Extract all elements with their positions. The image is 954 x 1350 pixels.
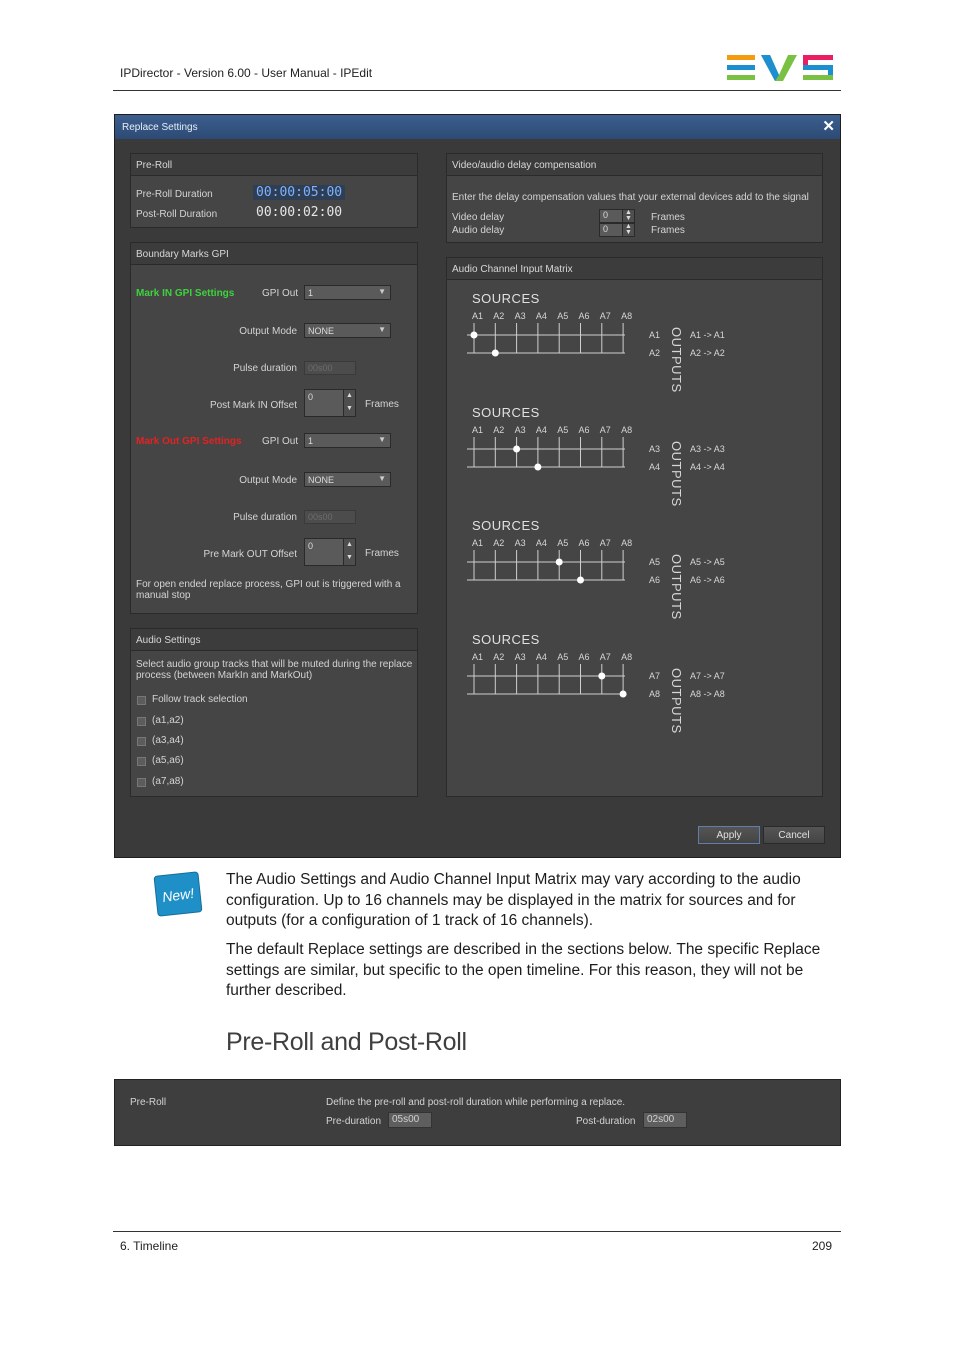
pre-mark-out-frames: Frames xyxy=(365,548,399,559)
source-channel-label: A1 xyxy=(472,425,484,435)
replace-settings-dialog xyxy=(114,114,841,858)
matrix-routing-dot xyxy=(556,559,563,566)
source-channel-label: A2 xyxy=(493,652,505,662)
post-mark-in-frames: Frames xyxy=(365,399,399,410)
preroll-group xyxy=(130,153,418,228)
pre-mark-out-spinner[interactable] xyxy=(304,538,356,566)
postroll-duration-label: Post-Roll Duration xyxy=(136,209,218,220)
mark-out-gpi-title: Mark Out GPI Settings xyxy=(136,436,242,447)
chevron-down-icon[interactable]: ▼ xyxy=(625,215,632,222)
outputs-label: OUTPUTS xyxy=(669,554,684,620)
evs-logo xyxy=(725,53,835,83)
a5a6-checkbox[interactable] xyxy=(137,757,146,766)
chevron-down-icon[interactable]: ▼ xyxy=(346,405,353,412)
source-channel-label: A5 xyxy=(557,538,569,548)
a1a2-label: (a1,a2) xyxy=(152,715,184,726)
output-mode-in-value: NONE xyxy=(308,326,335,336)
video-delay-label: Video delay xyxy=(452,212,505,223)
audio-delay-spinner[interactable] xyxy=(599,223,635,237)
boundary-gpi-group xyxy=(130,242,418,614)
source-channel-label: A5 xyxy=(557,425,569,435)
matrix-routing-dot xyxy=(577,577,584,584)
source-channel-label: A4 xyxy=(535,311,547,321)
source-channel-label: A5 xyxy=(557,652,569,662)
a3a4-checkbox[interactable] xyxy=(137,737,146,746)
chevron-up-icon[interactable]: ▲ xyxy=(346,392,353,399)
gpi-heading: Boundary Marks GPI xyxy=(131,243,417,265)
video-delay-value: 0 xyxy=(603,210,609,220)
preroll-duration-field[interactable]: 00:00:05:00 xyxy=(253,185,345,200)
output-mapping-label: A7 -> A7 xyxy=(690,671,725,681)
chevron-down-icon: ▼ xyxy=(378,287,386,296)
output-mode-out-select[interactable] xyxy=(304,472,391,487)
spinner-buttons[interactable] xyxy=(622,210,634,222)
output-channel-label: A3 xyxy=(649,444,661,454)
chevron-down-icon: ▼ xyxy=(378,474,386,483)
chevron-up-icon[interactable]: ▲ xyxy=(346,541,353,548)
video-delay-frames: Frames xyxy=(651,212,685,223)
cancel-button[interactable]: Cancel xyxy=(763,826,825,844)
source-channel-label: A3 xyxy=(514,311,526,321)
video-delay-spinner[interactable] xyxy=(599,209,635,223)
matrix-routing-dot xyxy=(598,673,605,680)
audio-desc: Select audio group tracks that will be muted during the replace process (between MarkIn and MarkOut) xyxy=(136,659,413,681)
sources-label: SOURCES xyxy=(472,518,540,533)
source-channel-label: A4 xyxy=(535,652,547,662)
new-badge-icon xyxy=(153,870,203,918)
matrix-heading: Audio Channel Input Matrix xyxy=(447,258,822,280)
source-channel-label: A7 xyxy=(599,652,611,662)
a1a2-checkbox[interactable] xyxy=(137,717,146,726)
a7a8-label: (a7,a8) xyxy=(152,776,184,787)
output-mode-out-label: Output Mode xyxy=(239,475,297,486)
output-channel-label: A4 xyxy=(649,462,661,472)
dialog-title: Replace Settings xyxy=(122,122,198,133)
spinner-buttons[interactable] xyxy=(343,390,355,416)
source-channel-label: A2 xyxy=(493,538,505,548)
defaults-paragraph: The default Replace settings are described in the sections below. The specific Replace settings are similar, but specific to the open timeline. For this reason, they will not be further described. xyxy=(226,941,821,999)
strip-label: Pre-Roll xyxy=(130,1097,167,1108)
source-channel-label: A8 xyxy=(621,652,633,662)
matrix-routing-dot xyxy=(492,350,499,357)
output-channel-label: A6 xyxy=(649,575,661,585)
matrix-grid[interactable] xyxy=(467,548,647,584)
spinner-buttons[interactable] xyxy=(622,224,634,236)
chevron-down-icon[interactable]: ▼ xyxy=(625,229,632,236)
gpi-out-in-value: 1 xyxy=(308,288,314,298)
output-channel-label: A8 xyxy=(649,689,661,699)
pre-duration-field[interactable]: 05s00 xyxy=(388,1112,432,1128)
gpi-out-in-select[interactable] xyxy=(304,285,391,300)
post-mark-in-label: Post Mark IN Offset xyxy=(209,400,297,411)
output-mapping-label: A5 -> A5 xyxy=(690,557,725,567)
outputs-label: OUTPUTS xyxy=(669,668,684,734)
delay-heading: Video/audio delay compensation xyxy=(447,154,822,176)
matrix-routing-dot xyxy=(513,446,520,453)
matrix-grid[interactable] xyxy=(467,662,647,698)
a3a4-label: (a3,a4) xyxy=(152,735,184,746)
matrix-grid[interactable] xyxy=(467,321,647,357)
source-channel-label: A3 xyxy=(514,652,526,662)
source-channel-label: A4 xyxy=(535,425,547,435)
source-channel-label: A6 xyxy=(578,425,590,435)
chevron-up-icon[interactable]: ▲ xyxy=(625,209,632,216)
chevron-up-icon[interactable]: ▲ xyxy=(625,223,632,230)
footer-page-number: 209 xyxy=(812,1239,833,1253)
source-channel-label: A2 xyxy=(493,425,505,435)
post-mark-in-value: 0 xyxy=(308,392,314,402)
postroll-duration-field[interactable]: 00:00:02:00 xyxy=(256,205,343,220)
pulse-in-field: 00s00 xyxy=(304,361,356,375)
gpi-out-out-label: GPI Out xyxy=(262,436,299,447)
doc-header-title: IPDirector - Version 6.00 - User Manual - IPEdit xyxy=(120,66,373,80)
footer-chapter: 6. Timeline xyxy=(120,1239,179,1253)
matrix-routing-dot xyxy=(471,332,478,339)
sources-label: SOURCES xyxy=(472,405,540,420)
output-mapping-label: A3 -> A3 xyxy=(690,444,725,454)
output-mode-in-label: Output Mode xyxy=(239,326,297,337)
outputs-label: OUTPUTS xyxy=(669,327,684,393)
preroll-heading: Pre-Roll xyxy=(131,154,417,176)
audio-heading: Audio Settings xyxy=(131,629,417,651)
preroll-duration-label: Pre-Roll Duration xyxy=(136,189,213,200)
audio-delay-frames: Frames xyxy=(651,225,685,236)
delay-compensation-group xyxy=(446,153,823,243)
post-duration-label: Post-duration xyxy=(576,1116,636,1127)
source-channel-label: A7 xyxy=(599,425,611,435)
a7a8-checkbox[interactable] xyxy=(137,778,146,787)
source-channel-label: A1 xyxy=(472,311,484,321)
output-mapping-label: A6 -> A6 xyxy=(690,575,725,585)
close-icon[interactable]: ✕ xyxy=(822,118,835,135)
chevron-down-icon: ▼ xyxy=(378,435,386,444)
apply-button[interactable]: Apply xyxy=(698,826,760,844)
post-mark-in-spinner[interactable] xyxy=(304,389,356,417)
output-channel-label: A5 xyxy=(649,557,661,567)
source-channel-label: A6 xyxy=(578,311,590,321)
source-channel-label: A4 xyxy=(535,538,547,548)
source-channel-label: A3 xyxy=(514,425,526,435)
source-channel-label: A3 xyxy=(514,538,526,548)
pulse-out-field: 00s00 xyxy=(304,510,356,524)
gpi-out-out-value: 1 xyxy=(308,436,314,446)
source-channel-label: A2 xyxy=(493,311,505,321)
matrix-routing-dot xyxy=(534,464,541,471)
header-rule xyxy=(113,90,841,91)
note-paragraph: The Audio Settings and Audio Channel Input Matrix may vary according to the audio configuration. Up to 16 channels may be displayed in the matrix for sources and for outputs (for a configuration of 1 track of 16 channels). xyxy=(226,871,801,929)
outputs-label: OUTPUTS xyxy=(669,441,684,507)
source-channel-label: A8 xyxy=(621,311,633,321)
source-channel-label: A6 xyxy=(578,652,590,662)
source-channel-label: A7 xyxy=(599,538,611,548)
sources-label: SOURCES xyxy=(472,291,540,306)
source-channel-label: A5 xyxy=(557,311,569,321)
matrix-routing-dot xyxy=(620,691,627,698)
sources-label: SOURCES xyxy=(472,632,540,647)
source-channel-label: A6 xyxy=(578,538,590,548)
source-channel-label: A7 xyxy=(599,311,611,321)
pulse-in-label: Pulse duration xyxy=(233,363,297,374)
output-mode-out-value: NONE xyxy=(308,475,335,485)
gpi-note: For open ended replace process, GPI out is triggered with a manual stop xyxy=(136,579,401,601)
new-badge-text: New! xyxy=(161,884,196,906)
pre-duration-label: Pre-duration xyxy=(326,1116,382,1127)
delay-desc: Enter the delay compensation values that your external devices add to the signal xyxy=(452,192,809,203)
a5a6-label: (a5,a6) xyxy=(152,755,184,766)
audio-matrix-group xyxy=(446,257,823,797)
output-mapping-label: A2 -> A2 xyxy=(690,348,725,358)
source-channel-label: A8 xyxy=(621,425,633,435)
chevron-down-icon: ▼ xyxy=(378,325,386,334)
output-mapping-label: A1 -> A1 xyxy=(690,330,725,340)
audio-settings-group xyxy=(130,628,418,797)
gpi-out-out-select[interactable] xyxy=(304,433,391,448)
pre-mark-out-label: Pre Mark OUT Offset xyxy=(203,549,297,560)
output-mapping-label: A4 -> A4 xyxy=(690,462,725,472)
source-channel-label: A1 xyxy=(472,538,484,548)
output-mapping-label: A8 -> A8 xyxy=(690,689,725,699)
strip-desc: Define the pre-roll and post-roll duration while performing a replace. xyxy=(326,1097,626,1108)
follow-track-checkbox[interactable] xyxy=(137,696,146,705)
follow-track-label: Follow track selection xyxy=(152,694,248,705)
output-channel-label: A2 xyxy=(649,348,661,358)
audio-delay-label: Audio delay xyxy=(452,225,505,236)
mark-in-gpi-title: Mark IN GPI Settings xyxy=(136,288,235,299)
output-channel-label: A1 xyxy=(649,330,661,340)
output-mode-in-select[interactable] xyxy=(304,323,391,338)
gpi-out-in-label: GPI Out xyxy=(262,288,299,299)
source-channel-label: A1 xyxy=(472,652,484,662)
section-title: Pre-Roll and Post-Roll xyxy=(226,1028,467,1056)
spinner-buttons[interactable] xyxy=(343,539,355,565)
dialog-title-bar xyxy=(115,115,840,139)
source-channel-label: A8 xyxy=(621,538,633,548)
footer-rule xyxy=(113,1231,841,1232)
matrix-grid[interactable] xyxy=(467,435,647,471)
post-duration-field[interactable]: 02s00 xyxy=(643,1112,687,1128)
preroll-settings-strip xyxy=(114,1079,841,1146)
pulse-out-label: Pulse duration xyxy=(233,512,297,523)
pre-mark-out-value: 0 xyxy=(308,541,314,551)
chevron-down-icon[interactable]: ▼ xyxy=(346,554,353,561)
audio-delay-value: 0 xyxy=(603,224,609,234)
output-channel-label: A7 xyxy=(649,671,661,681)
